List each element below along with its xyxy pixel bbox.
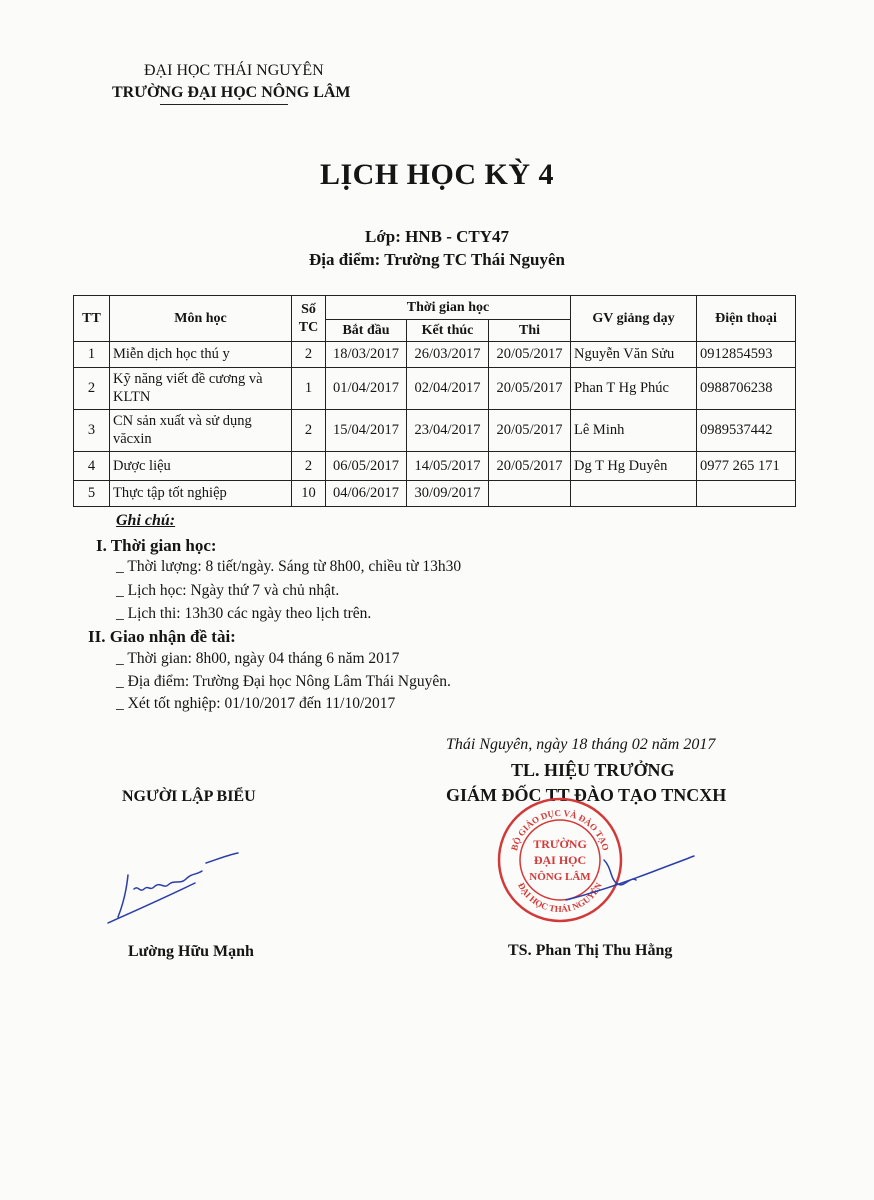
notes-item: _ Lịch học: Ngày thứ 7 và chủ nhật. [116, 582, 340, 599]
cell-tt: 2 [74, 368, 110, 410]
cell-end: 14/05/2017 [407, 452, 489, 481]
cell-lecturer: Phan T Hg Phúc [571, 368, 697, 410]
col-header-lecturer: GV giảng dạy [571, 296, 697, 342]
notes-item: _ Thời lượng: 8 tiết/ngày. Sáng từ 8h00, chiều từ 13h30 [116, 558, 462, 575]
place-date: Thái Nguyên, ngày 18 tháng 02 năm 2017 [446, 736, 716, 753]
notes-item: _ Xét tốt nghiệp: 01/10/2017 đến 11/10/2017 [116, 695, 396, 712]
col-header-subject: Môn học [110, 296, 292, 342]
seal-ring-top: BỘ GIÁO DỤC VÀ ĐÀO TẠO [509, 807, 611, 852]
schedule-table [73, 295, 796, 507]
signer-role-2: GIÁM ĐỐC TT ĐÀO TẠO TNCXH [446, 785, 727, 805]
cell-credits: 2 [292, 452, 326, 481]
table-row [74, 481, 796, 507]
cell-lecturer: Nguyễn Văn Sửu [571, 342, 697, 368]
university-name: ĐẠI HỌC THÁI NGUYÊN [144, 62, 324, 79]
class-line: Lớp: HNB - CTY47 [364, 227, 509, 246]
cell-lecturer [571, 481, 697, 507]
notes-item: _ Thời gian: 8h00, ngày 04 tháng 6 năm 2017 [116, 650, 400, 667]
table-row [74, 342, 796, 368]
table-row [74, 452, 796, 481]
director-signature-icon [560, 838, 700, 908]
cell-subject: Dược liệu [110, 452, 292, 481]
preparer-signature-icon [100, 845, 250, 930]
header-underline [160, 104, 288, 105]
cell-exam: 20/05/2017 [489, 410, 571, 452]
cell-start: 18/03/2017 [326, 342, 407, 368]
director-name: TS. Phan Thị Thu Hằng [508, 942, 673, 959]
cell-credits: 1 [292, 368, 326, 410]
cell-phone: 0977 265 171 [697, 452, 796, 481]
notes-section2-heading: II. Giao nhận đề tài: [88, 627, 236, 646]
notes-item: _ Lịch thi: 13h30 các ngày theo lịch trên. [116, 605, 372, 622]
cell-exam [489, 481, 571, 507]
cell-credits: 2 [292, 410, 326, 452]
cell-end: 30/09/2017 [407, 481, 489, 507]
cell-start: 04/06/2017 [326, 481, 407, 507]
seal-line-1: TRƯỜNG [533, 837, 587, 851]
table-row [74, 368, 796, 410]
col-header-exam: Thi [489, 320, 571, 342]
cell-exam: 20/05/2017 [489, 452, 571, 481]
cell-phone: 0988706238 [697, 368, 796, 410]
cell-credits: 2 [292, 342, 326, 368]
cell-tt: 4 [74, 452, 110, 481]
col-header-phone: Điện thoại [697, 296, 796, 342]
cell-phone: 0912854593 [697, 342, 796, 368]
cell-subject: Miễn dịch học thú y [110, 342, 292, 368]
cell-subject: Kỹ năng viết đề cương và KLTN [110, 368, 292, 410]
table-header-row [74, 296, 796, 320]
seal-line-2: ĐẠI HỌC [533, 853, 587, 867]
cell-credits: 10 [292, 481, 326, 507]
col-header-end: Kết thúc [407, 320, 489, 342]
col-header-tt: TT [74, 296, 110, 342]
cell-tt: 1 [74, 342, 110, 368]
col-header-credits: Số TC [292, 296, 326, 342]
cell-tt: 5 [74, 481, 110, 507]
preparer-label: NGƯỜI LẬP BIỂU [122, 788, 256, 805]
seal-line-3: NÔNG LÂM [529, 871, 591, 883]
cell-lecturer: Lê Minh [571, 410, 697, 452]
table-row [74, 410, 796, 452]
cell-start: 06/05/2017 [326, 452, 407, 481]
document-title: LỊCH HỌC KỲ 4 [319, 158, 555, 191]
location-line: Địa điểm: Trường TC Thái Nguyên [309, 250, 565, 269]
cell-lecturer: Dg T Hg Duyên [571, 452, 697, 481]
cell-start: 01/04/2017 [326, 368, 407, 410]
cell-start: 15/04/2017 [326, 410, 407, 452]
cell-end: 26/03/2017 [407, 342, 489, 368]
cell-phone [697, 481, 796, 507]
notes-title: Ghi chú: [116, 512, 176, 529]
cell-tt: 3 [74, 410, 110, 452]
col-header-time-group: Thời gian học [326, 296, 571, 320]
cell-exam: 20/05/2017 [489, 368, 571, 410]
seal-ring-bottom: ĐẠI HỌC THÁI NGUYÊN [516, 881, 604, 915]
cell-end: 23/04/2017 [407, 410, 489, 452]
cell-phone: 0989537442 [697, 410, 796, 452]
signer-role-1: TL. HIỆU TRƯỞNG [511, 760, 675, 780]
cell-subject: CN sản xuất và sử dụng văcxin [110, 410, 292, 452]
notes-section1-heading: I. Thời gian học: [96, 536, 217, 555]
cell-exam: 20/05/2017 [489, 342, 571, 368]
school-name: TRƯỜNG ĐẠI HỌC NÔNG LÂM [112, 84, 351, 101]
cell-subject: Thực tập tốt nghiệp [110, 481, 292, 507]
notes-item: _ Địa điểm: Trường Đại học Nông Lâm Thái Nguyên. [116, 673, 451, 690]
preparer-name: Lường Hữu Mạnh [128, 943, 254, 960]
col-header-start: Bắt đầu [326, 320, 407, 342]
cell-end: 02/04/2017 [407, 368, 489, 410]
